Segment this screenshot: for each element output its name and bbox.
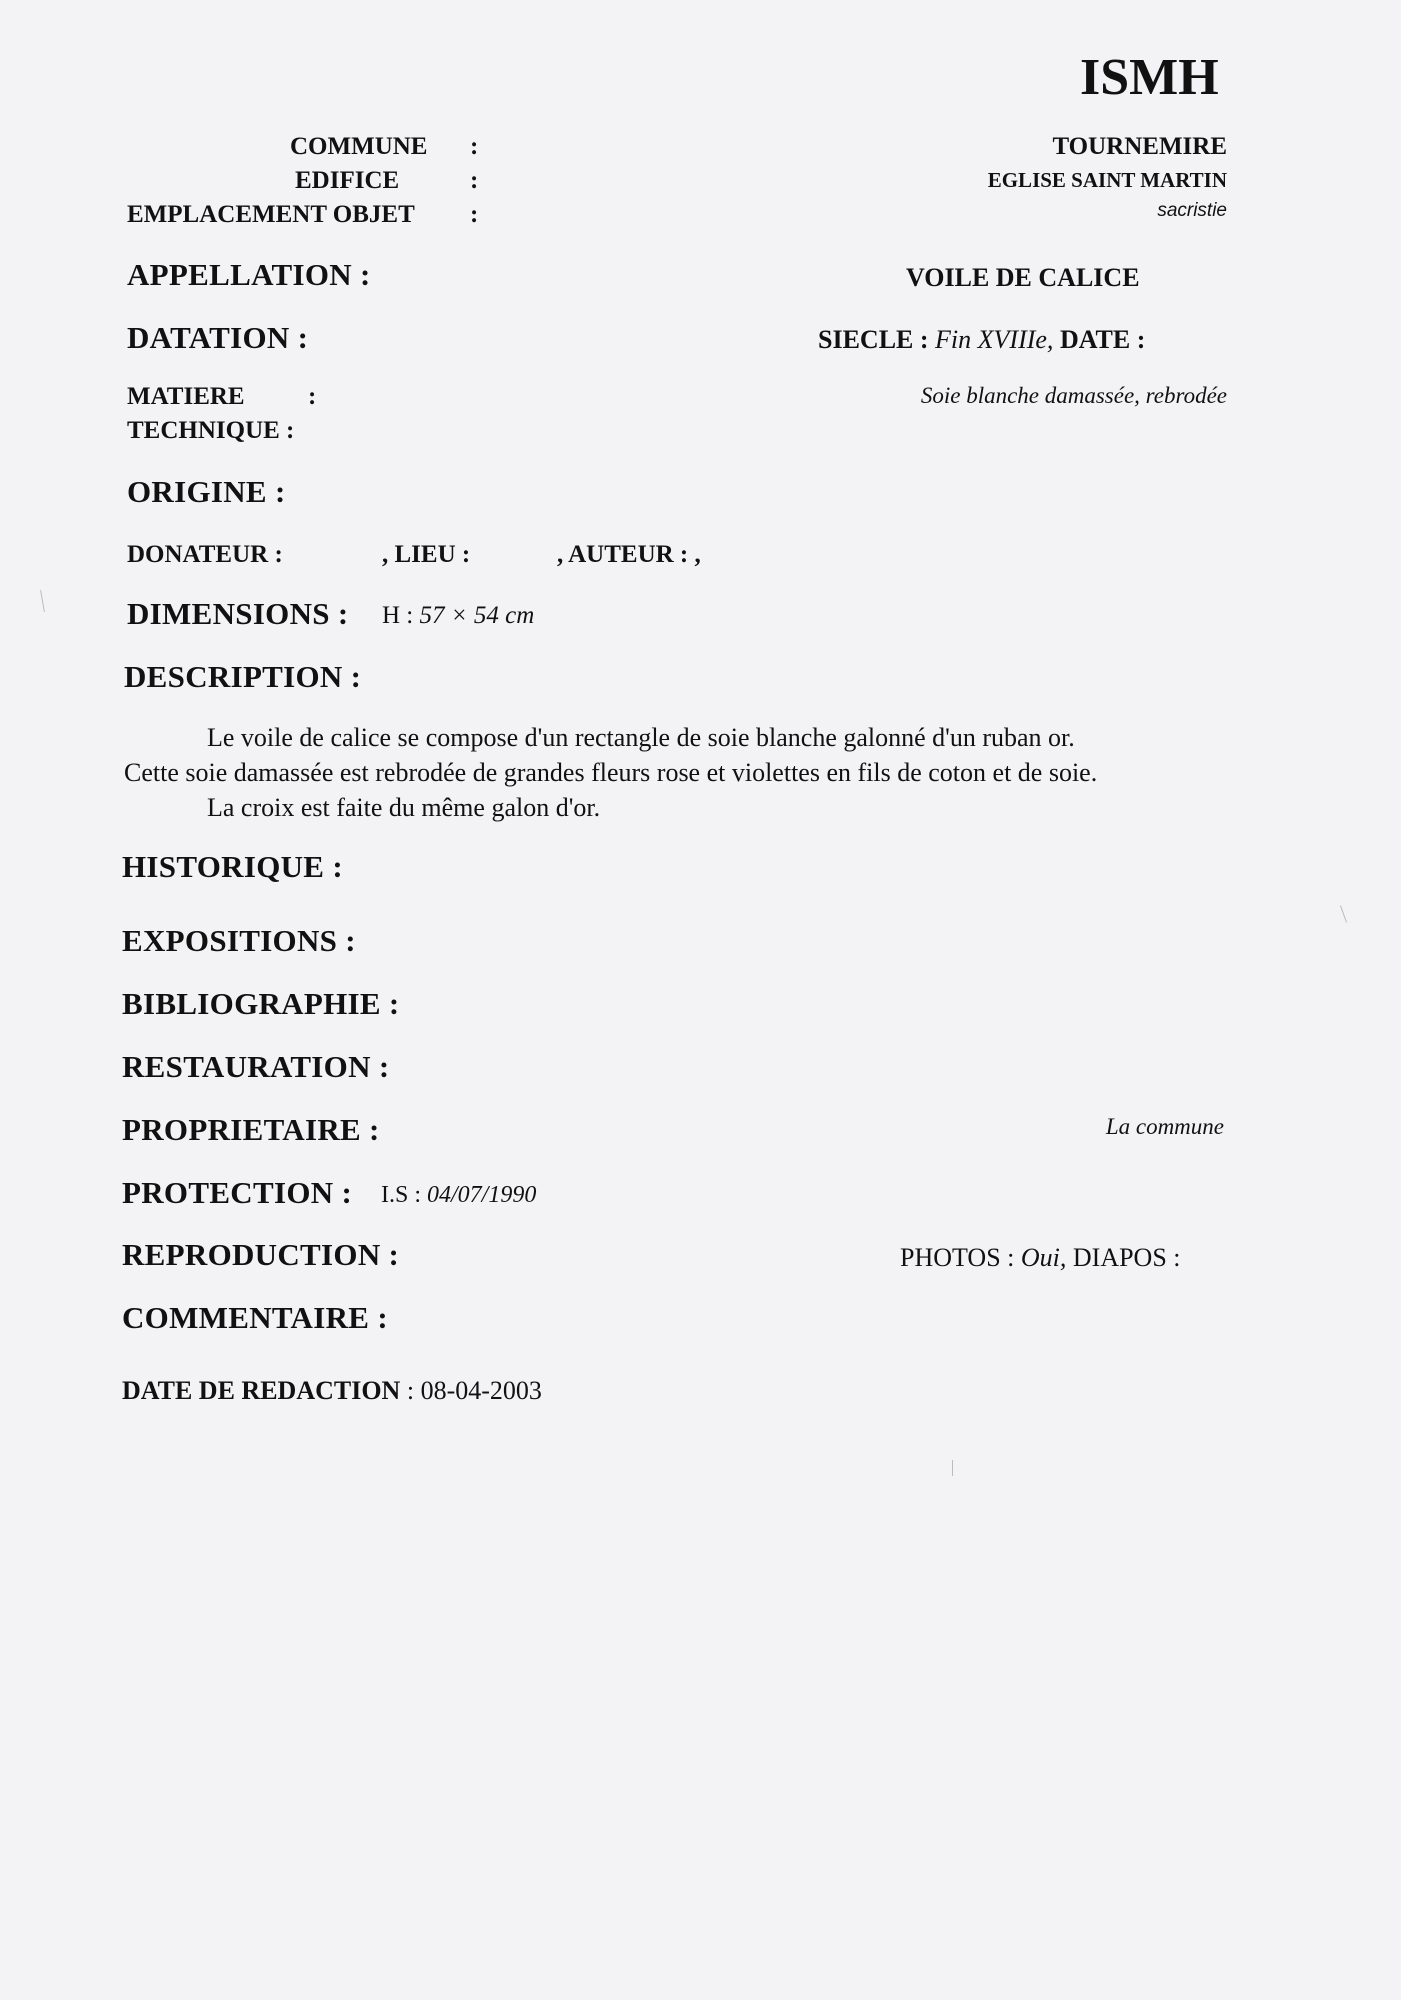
expositions-label: EXPOSITIONS :: [122, 923, 356, 958]
dimensions-prefix: H :: [382, 602, 414, 629]
edifice-value: EGLISE SAINT MARTIN: [987, 168, 1227, 192]
redaction-colon: :: [406, 1376, 415, 1405]
scan-artifact: [40, 590, 45, 612]
lieu-label: , LIEU :: [382, 541, 471, 568]
matiere-colon: :: [308, 383, 317, 410]
dimensions-line: [382, 602, 534, 630]
technique-label: TECHNIQUE :: [127, 417, 295, 444]
commune-colon: :: [470, 133, 479, 160]
photos-label: PHOTOS :: [900, 1243, 1015, 1272]
edifice-colon: :: [470, 167, 479, 194]
appellation-value: VOILE DE CALICE: [906, 263, 1140, 292]
scan-artifact: [952, 1460, 953, 1476]
date-label: DATE :: [1059, 325, 1146, 354]
protection-prefix: I.S :: [381, 1182, 422, 1208]
proprietaire-label: PROPRIETAIRE :: [122, 1112, 380, 1147]
protection-label: PROTECTION :: [122, 1175, 353, 1210]
siecle-label: SIECLE :: [818, 325, 929, 354]
photos-value: Oui,: [1020, 1243, 1067, 1272]
emplacement-label: EMPLACEMENT OBJET: [127, 201, 415, 228]
commune-label: COMMUNE: [290, 133, 428, 160]
matiere-label: MATIERE: [127, 383, 245, 410]
reproduction-line: [900, 1243, 1181, 1273]
description-line-1: Le voile de calice se compose d'un rectangle de soie blanche galonné d'un ruban or.: [207, 723, 1075, 752]
origine-label: ORIGINE :: [127, 474, 286, 509]
bibliographie-label: BIBLIOGRAPHIE :: [122, 986, 400, 1021]
page-title: ISMH: [1080, 49, 1219, 106]
redaction-line: [122, 1376, 542, 1406]
siecle-value: Fin XVIIIe,: [935, 325, 1054, 354]
dimensions-value: 57 × 54 cm: [419, 602, 535, 629]
datation-label: DATATION :: [127, 320, 309, 355]
commentaire-label: COMMENTAIRE :: [122, 1300, 388, 1335]
redaction-value: 08-04-2003: [420, 1376, 542, 1405]
scan-artifact: [1340, 905, 1347, 922]
protection-value: 04/07/1990: [427, 1182, 537, 1208]
siecle-line: [818, 325, 1145, 355]
dimensions-label: DIMENSIONS :: [127, 596, 349, 631]
historique-label: HISTORIQUE :: [122, 849, 343, 884]
appellation-label: APPELLATION :: [127, 257, 371, 292]
description-line-3: La croix est faite du même galon d'or.: [207, 793, 601, 822]
edifice-label: EDIFICE: [295, 167, 400, 194]
protection-line: [381, 1182, 536, 1209]
emplacement-colon: :: [470, 201, 479, 228]
diapos-label: DIAPOS :: [1072, 1243, 1181, 1272]
restauration-label: RESTAURATION :: [122, 1049, 390, 1084]
donateur-label: DONATEUR :: [127, 541, 283, 568]
auteur-label: , AUTEUR : ,: [557, 541, 701, 568]
description-label: DESCRIPTION :: [124, 659, 362, 694]
redaction-label: DATE DE REDACTION: [122, 1376, 401, 1405]
reproduction-label: REPRODUCTION :: [122, 1237, 400, 1272]
commune-value: TOURNEMIRE: [1052, 133, 1227, 160]
description-line-2: Cette soie damassée est rebrodée de grandes fleurs rose et violettes en fils de coton et de soie.: [124, 758, 1098, 787]
matiere-value: Soie blanche damassée, rebrodée: [920, 383, 1227, 408]
proprietaire-value: La commune: [1105, 1114, 1224, 1139]
emplacement-value: sacristie: [1157, 200, 1227, 221]
